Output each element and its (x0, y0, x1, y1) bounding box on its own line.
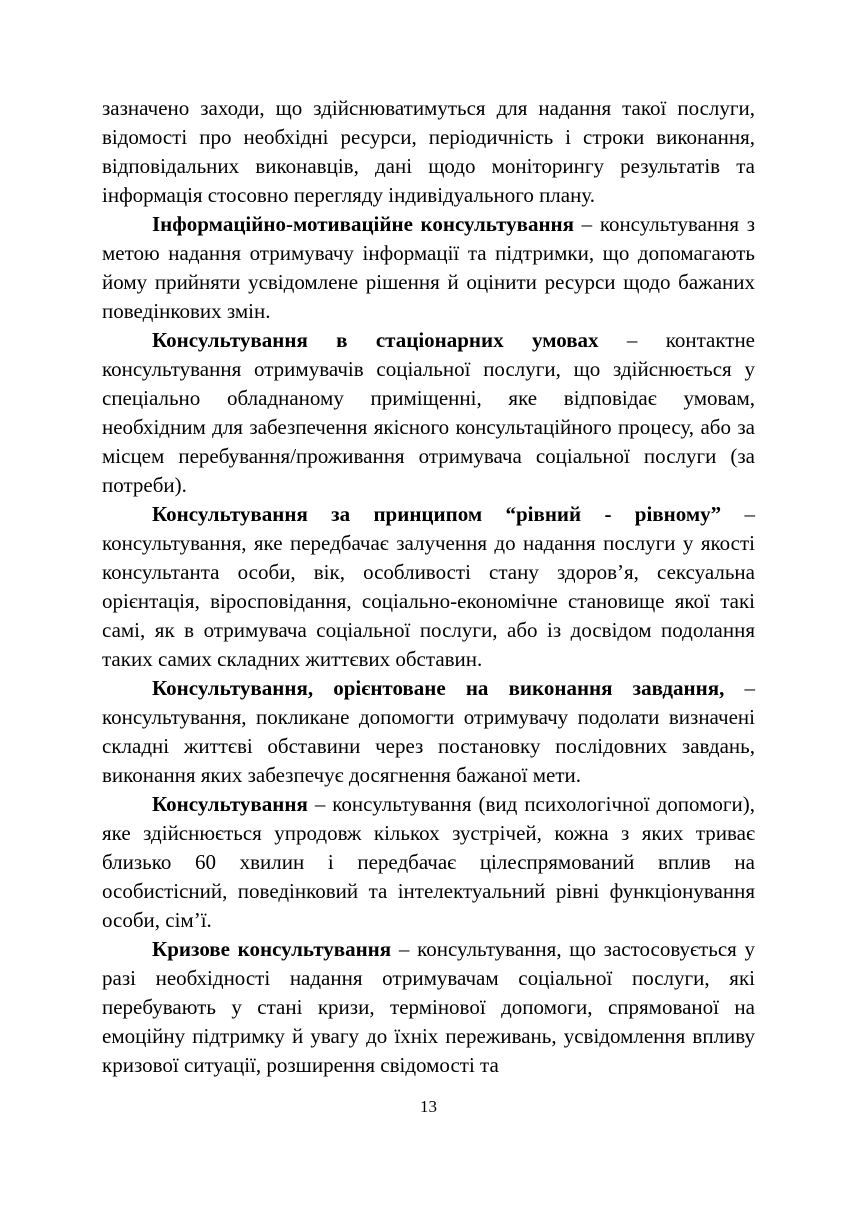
definition-text: – консультування (вид психологічної допомоги), яке здійснюється упродовж кількох зустрічей, кожна з яких триває близько 60 хвилин і передбачає цілеспрямований вплив на особистісний, поведінковий та інтелектуальний рівні функціонування особи, сім’ї. (102, 792, 755, 932)
definition-text: – контактне консультування отримувачів соціальної послуги, що здійснюється у спеціально обладнаному приміщенні, яке відповідає умовам, необхідним для забезпечення якісного консультаційного процесу, або за місцем перебування/проживання отримувача соціальної послуги (за потреби). (102, 328, 756, 497)
definition-term: Консультування (152, 792, 308, 816)
definition-paragraph (102, 500, 755, 674)
paragraph-continuation (102, 94, 755, 210)
paragraph-text: зазначено заходи, що здійснюватимуться для надання такої послуги, відомості про необхідні ресурси, періодичність і строки виконання, відповідальних виконавців, дані щодо моніторингу результатів та інформація стосовно перегляду індивідуального плану. (102, 96, 755, 207)
page-number: 13 (420, 1097, 437, 1116)
definition-term: Консультування за принципом “рівний - рівному” (152, 502, 722, 526)
definition-paragraph (102, 210, 755, 326)
definition-paragraph (102, 935, 755, 1080)
definition-text: – консультування, покликане допомогти отримувачу подолати визначені складні життєві обставини через постановку послідовних завдань, виконання яких забезпечує досягнення бажаної мети. (102, 676, 756, 787)
page-body (102, 94, 755, 1080)
definition-text: – консультування з метою надання отримувачу інформації та підтримки, що допомагають йому прийняти усвідомлене рішення й оцінити ресурси щодо бажаних поведінкових змін. (102, 212, 755, 323)
definition-term: Кризове консультування (152, 937, 392, 961)
definition-text: – консультування, що застосовується у разі необхідності надання отримувачам соціальної послуги, які перебувають у стані кризи, термінової допомоги, спрямованої на емоційну підтримку й увагу до їхніх переживань, усвідомлення впливу кризової ситуації, розширення свідомості та (102, 937, 756, 1077)
definition-term: Інформаційно-мотиваційне консультування (152, 212, 575, 236)
definition-term: Консультування в стаціонарних умовах (152, 328, 599, 352)
definition-paragraph (102, 326, 755, 500)
definition-paragraph (102, 790, 755, 935)
definition-text: – консультування, яке передбачає залучення до надання послуги у якості консультанта особи, вік, особливості стану здоров’я, сексуальна орієнтація, віросповідання, соціально-економічне становище якої такі самі, як в отримувача соціальної послуги, або із досвідом подолання таких самих складних життєвих обставин. (102, 502, 755, 671)
definition-term: Консультування, орієнтоване на виконання завдання, (152, 676, 725, 700)
definition-paragraph (102, 674, 755, 790)
